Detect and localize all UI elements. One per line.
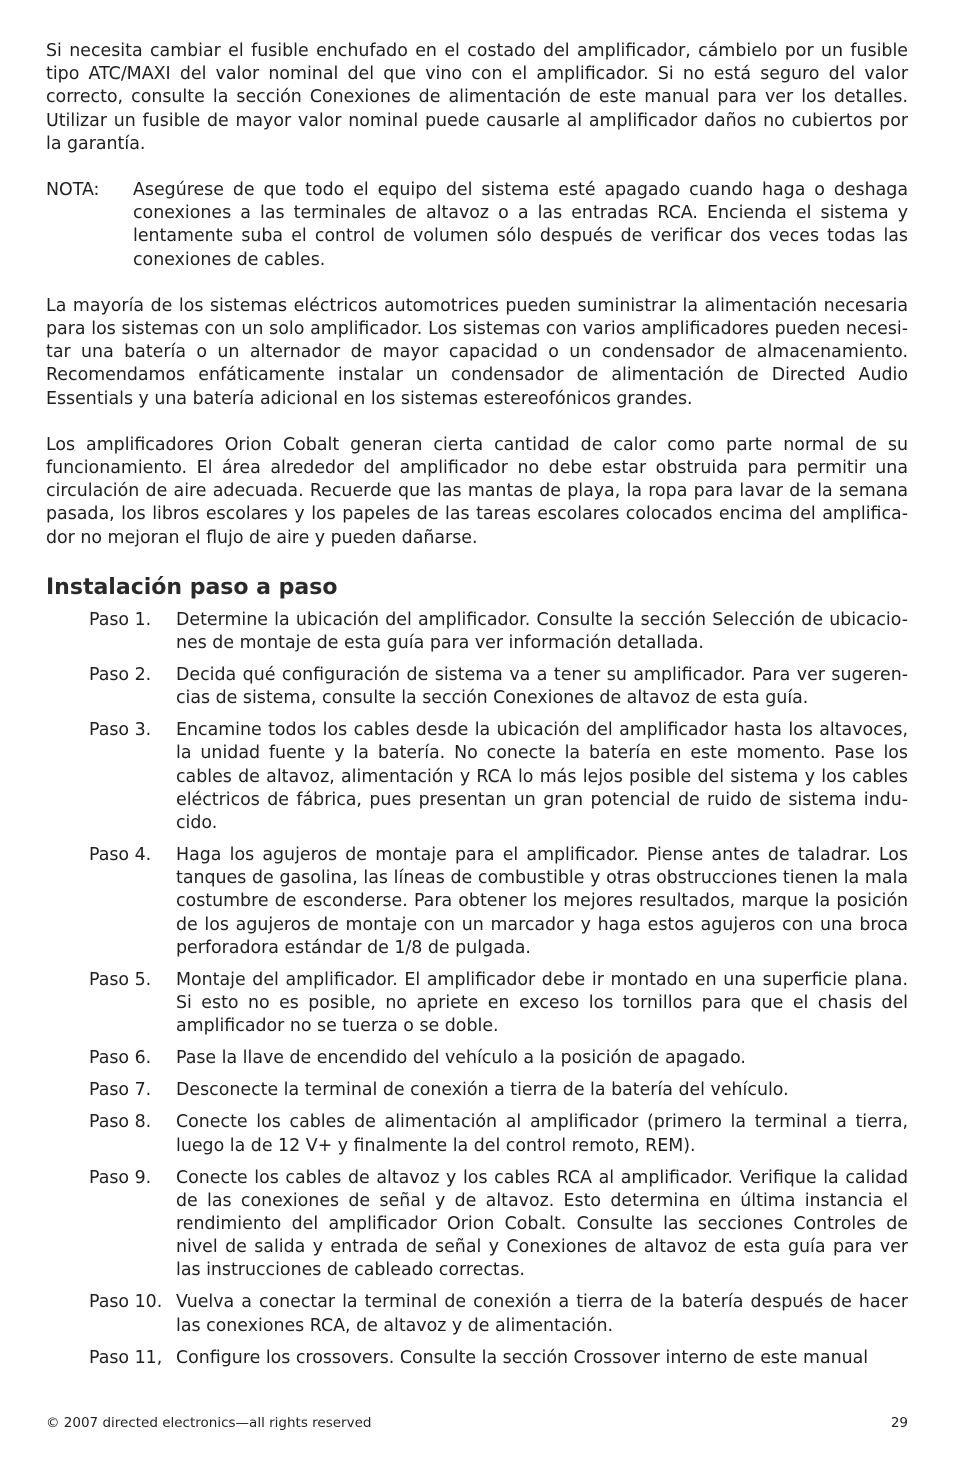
step-item [89, 1047, 908, 1070]
step-item [89, 844, 908, 960]
note-label: NOTA: [46, 180, 100, 201]
note-block [46, 179, 908, 272]
step-text: Vuelva a conectar la terminal de conexión a tierra de la batería después de hacer las conexiones RCA, de altavoz y de alimentación. [176, 1292, 908, 1336]
step-text: Decida qué configuración de sistema va a tener su amplificador. Para ver sugeren-cias de sistema, consulte la sección Conexiones de altavoz de esta guía. [176, 665, 908, 709]
step-item [89, 719, 908, 835]
paragraph-power: La mayoría de los sistemas eléctricos automotrices pueden suministrar la alimentación necesaria para los sistemas con un solo amplificador. Los sistemas con varios amplificadores pueden necesi-tar una batería o un alternador de mayor capacidad o un condensador de almacenamiento. Recomendamos enfáticamente instalar un condensador de alimentación de Directed Audio Essentials y una batería adicional en los sistemas estereofónicos grandes. [46, 295, 908, 409]
step-text: Desconecte la terminal de conexión a tierra de la batería del vehículo. [176, 1080, 789, 1101]
step-label: Paso 2. [89, 665, 152, 686]
page-number: 29 [890, 1415, 908, 1431]
step-text: Conecte los cables de altavoz y los cables RCA al amplificador. Verifique la calidad de las conexiones de señal y de altavoz. Esto determina en última instancia el rendimiento del amplificador Orion Cobalt. Consulte las secciones Controles de nivel de salida y entrada de señal y Conexiones de altavoz de esta guía para ver las instrucciones de cableado correctas. [176, 1167, 908, 1281]
page-content [46, 40, 908, 1379]
step-item [89, 1347, 908, 1370]
step-item [89, 1291, 908, 1337]
step-text: Montaje del amplificador. El amplificador debe ir montado en una superficie plana. Si esto no es posible, no apriete en exceso los tornillos para que el chasis del amplificador no se tuerza o se doble. [176, 969, 908, 1037]
step-text: Determine la ubicación del amplificador. Consulte la sección Selección de ubicacio-nes de montaje de esta guía para ver información detallada. [176, 609, 908, 654]
step-text: Configure los crossovers. Consulte la sección Crossover interno de este manual [176, 1347, 869, 1368]
step-label: Paso 10. [89, 1292, 163, 1313]
step-label: Paso 5. [89, 969, 152, 990]
step-text: Pase la llave de encendido del vehículo a la posición de apagado. [176, 1048, 746, 1069]
step-text: Encamine todos los cables desde la ubicación del amplificador hasta los altavoces, la unidad fuente y la batería. No conecte la batería en este momento. Pase los cables de altavoz, alimentación y RCA lo más lejos posible del sistema y los cables eléctricos de fábrica, pues presentan un gran potencial de ruido de sistema indu-cido. [176, 720, 908, 834]
copyright-text: © 2007 directed electronics—all rights reserved [46, 1415, 372, 1431]
paragraph-heat: Los amplificadores Orion Cobalt generan cierta cantidad de calor como parte normal de su funcionamiento. El área alrededor del amplificador no debe estar obstruida para permitir una circulación de aire adecuada. Recuerde que las mantas de playa, la ropa para lavar de la semana pasada, los libros escolares y los papeles de las tareas escolares colocados encima del amplifica-dor no mejoran el flujo de aire y pueden dañarse. [46, 434, 908, 548]
step-label: Paso 7. [89, 1080, 152, 1101]
paragraph-fuse: Si necesita cambiar el fusible enchufado en el costado del amplificador, cámbielo por un fusible tipo ATC/MAXI del valor nominal del que vino con el amplificador. Si no está seguro del valor correcto, consulte la sección Conexiones de alimentación de este manual para ver los detalles. Utilizar un fusible de mayor valor nominal puede causarle al amplificador daños no cubiertos por la garantía. [46, 41, 908, 154]
page-footer [46, 1414, 908, 1432]
step-text: Haga los agujeros de montaje para el amplificador. Piense antes de taladrar. Los tanques de gasolina, las líneas de combustible y otras obstrucciones tienen la mala costumbre de esconderse. Para obtener los mejores resultados, marque la posición de los agujeros de montaje con un marcador y haga estos agujeros con una broca perforadora estándar de 1/8 de pulgada. [176, 845, 908, 958]
note-text: Asegúrese de que todo el equipo del sistema esté apagado cuando haga o deshaga conexiones a las terminales de altavoz o a las entradas RCA. Encienda el sistema y lentamente suba el control de volumen sólo después de verificar dos veces todas las conexiones de cables. [133, 180, 908, 270]
steps-list [89, 609, 908, 1370]
section-title: Instalación paso a paso [46, 574, 338, 600]
step-label: Paso 3. [89, 720, 152, 741]
step-label: Paso 4. [89, 845, 152, 866]
step-item [89, 1079, 908, 1102]
step-label: Paso 8. [89, 1112, 152, 1133]
step-item [89, 969, 908, 1039]
step-item [89, 1111, 908, 1157]
step-item [89, 1167, 908, 1283]
step-label: Paso 9. [89, 1167, 152, 1188]
step-label: Paso 11, [89, 1347, 163, 1368]
step-item [89, 609, 908, 655]
step-label: Paso 1. [89, 609, 152, 630]
step-label: Paso 6. [89, 1048, 152, 1069]
step-text: Conecte los cables de alimentación al amplificador (primero la terminal a tierra, luego la de 12 V+ y finalmente la del control remoto, REM). [176, 1112, 908, 1156]
step-item [89, 664, 908, 710]
